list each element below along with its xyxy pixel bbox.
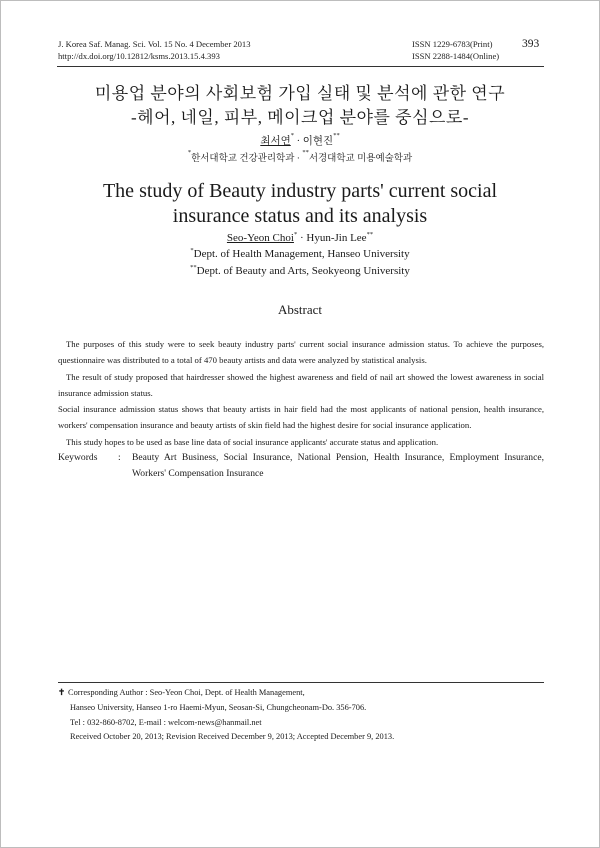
korean-title: 미용업 분야의 사회보험 가입 실태 및 분석에 관한 연구 xyxy=(94,84,506,103)
korean-author-2: 이현진 xyxy=(302,136,334,147)
journal-header xyxy=(58,39,251,62)
korean-author-1: 최서연 xyxy=(260,136,291,147)
abstract-paragraph-1: The purposes of this study were to seek beauty industry parts' current social insurance admission status. To achieve the purposes, questionnaire was distributed to a total of 470 beauty artists and data were analyzed by statistical analysis. xyxy=(58,339,544,366)
abstract-paragraph-2: The result of study proposed that hairdresser showed the highest awareness and field of nail art showed the lowest awareness in social insurance admission status. xyxy=(58,371,544,398)
english-affiliation-2 xyxy=(0,265,600,277)
english-affiliation-1 xyxy=(0,248,600,260)
journal-citation: J. Korea Saf. Manag. Sci. Vol. 15 No. 4 December 2013 xyxy=(58,39,251,49)
doi-link[interactable]: http://dx.doi.org/10.12812/ksms.2013.15.4.393 xyxy=(58,50,220,61)
author-mark: ** xyxy=(333,132,340,139)
english-author-1: Seo-Yeon Choi xyxy=(226,232,294,244)
affil-mark: ** xyxy=(302,149,309,156)
footnote-line-2: Hanseo University, Hanseo 1-ro Haemi-Myun, Seosan-Si, Chungcheonam-Do. 356-706. xyxy=(70,702,367,712)
header-divider xyxy=(57,66,544,67)
page-number: 393 xyxy=(522,38,540,50)
abstract-heading: Abstract xyxy=(277,302,323,317)
affiliation-text: Dept. of Beauty and Arts, Seokyeong University xyxy=(196,265,410,277)
affil-mark: * xyxy=(187,149,192,156)
footnote-dates: Received October 20, 2013; Revision Received December 9, 2013; Accepted December 9, 2013. xyxy=(70,732,395,742)
author-mark: * xyxy=(290,132,294,139)
author-separator: · xyxy=(297,232,307,244)
affil-mark: * xyxy=(190,247,194,254)
korean-authors xyxy=(0,133,600,148)
keywords-label: Keywords xyxy=(58,452,98,464)
issn-online: ISSN 2288-1484(Online) xyxy=(412,50,500,61)
author-separator: · xyxy=(294,136,303,147)
english-title-line-1: The study of Beauty industry parts' current social xyxy=(102,180,498,202)
english-title-line-2: insurance status and its analysis xyxy=(172,205,428,227)
korean-affiliation-2: 서경대학교 미용예술학과 xyxy=(308,154,413,164)
issn-print: ISSN 1229-6783(Print) xyxy=(412,39,493,49)
keywords-list: Beauty Art Business, Social Insurance, National Pension, Health Insurance, Employment Insurance, Workers' Compensation Insurance xyxy=(132,452,544,480)
abstract-paragraph-4: This study hopes to be used as base line data of social insurance applicants' accurate status and application. xyxy=(66,436,439,447)
affil-separator: · xyxy=(294,154,303,164)
dagger-icon: ✝ xyxy=(58,688,66,697)
keywords-row xyxy=(58,450,544,482)
abstract-paragraph-3: Social insurance admission status shows that beauty artists in hair field had the most applicants of national pension, health insurance, workers' compensation insurance and beauty artists of skin field had the highest desire for social insurance application. xyxy=(58,404,544,431)
korean-affiliation-1: 한서대학교 건강관리학과 xyxy=(191,154,295,164)
author-mark: * xyxy=(293,231,298,238)
footnote-line-1: Corresponding Author : Seo-Yeon Choi, Dept. of Health Management, xyxy=(68,688,305,697)
english-author-2: Hyun-Jin Lee xyxy=(306,232,367,244)
english-authors xyxy=(0,232,600,244)
abstract-body xyxy=(58,336,544,482)
korean-affiliations xyxy=(0,150,600,164)
footnote-contact: Tel : 032-860-8702, E-mail : welcom-news@hanmail.net xyxy=(70,717,262,727)
affil-mark: ** xyxy=(190,264,197,271)
footnote-divider xyxy=(58,682,544,683)
corresponding-author-footnote xyxy=(58,686,544,745)
keywords-separator: : xyxy=(118,452,121,464)
author-mark: ** xyxy=(366,231,374,238)
issn-block xyxy=(412,39,499,62)
korean-subtitle: -헤어, 네일, 피부, 메이크업 분야를 중심으로- xyxy=(131,108,469,127)
affiliation-text: Dept. of Health Management, Hanseo University xyxy=(193,248,410,260)
